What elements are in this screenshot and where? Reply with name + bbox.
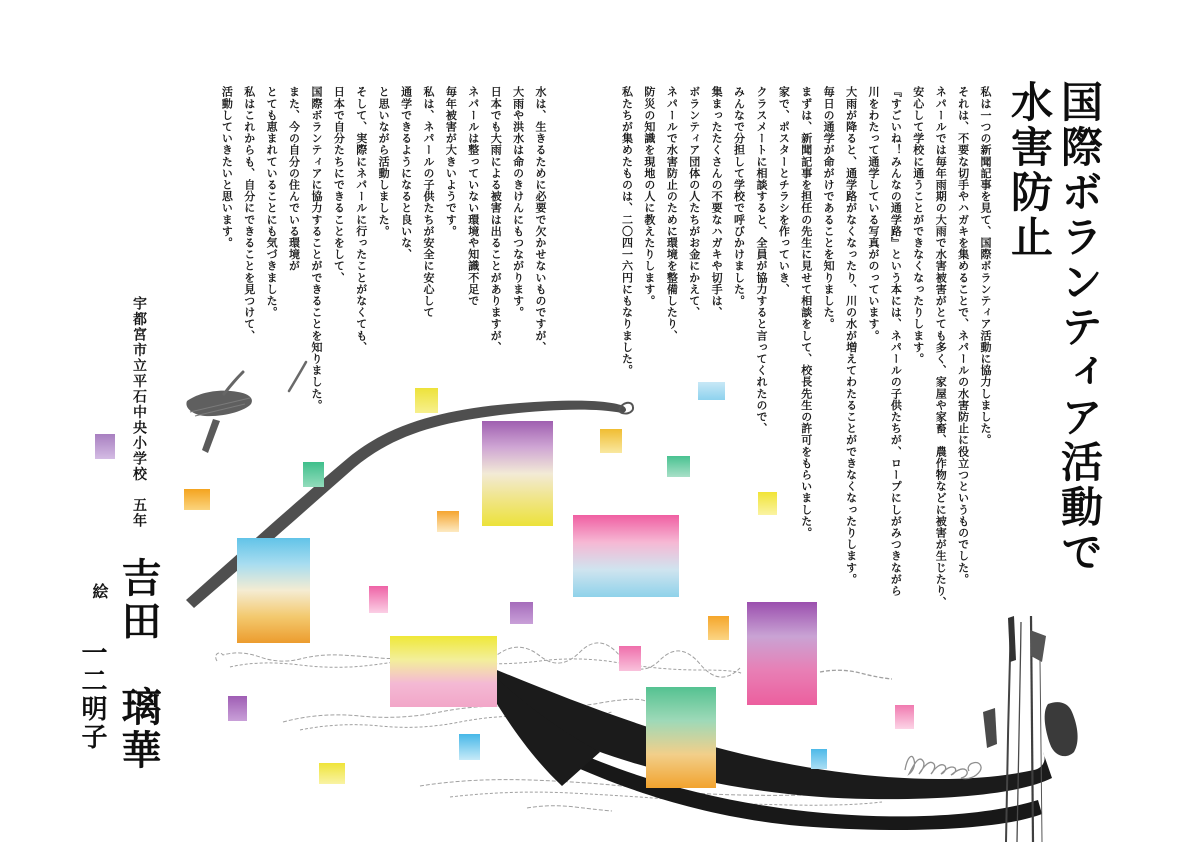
- watercolor-square-amber-small: [600, 429, 622, 453]
- watercolor-square-yellow-pink-large: [390, 636, 497, 707]
- watercolor-square-purple-small: [510, 602, 533, 624]
- text-column: ネパールは整っていない環境や知識不足で: [466, 86, 479, 307]
- watercolor-square-cyan-small: [459, 734, 480, 760]
- illustration-credit-label: 絵: [90, 583, 107, 599]
- text-column: 家で、ポスターとチラシを作っていき、: [777, 86, 790, 295]
- watercolor-square-green-small: [667, 456, 690, 477]
- title-line-1: 国際ボランティア活動で: [1055, 80, 1101, 575]
- watercolor-square-pink-small: [895, 705, 914, 729]
- watercolor-square-orange-small: [708, 616, 729, 640]
- text-column: 日本でも大雨による被害は出ることがありますが、: [489, 86, 502, 353]
- text-column: まずは、新聞記事を担任の先生に見せて相談をして、校長先生の許可をもらいました。: [799, 86, 812, 539]
- text-column: 大雨や洪水は命のきけんにもつながります。: [511, 86, 524, 318]
- text-column: 防災の知識を現地の人に教えたりします。: [642, 86, 655, 307]
- text-column: 私は一つの新聞記事を見て、国際ボランティア活動に協力しました。: [979, 86, 991, 446]
- title-line-2: 水害防止: [1005, 80, 1051, 260]
- text-column: ネパールで水害防止のために環境を整備したり、: [665, 86, 678, 342]
- watercolor-square-lightblue-small: [698, 382, 725, 400]
- text-column: ボランティア団体の人たちがお金にかえて、: [687, 86, 700, 318]
- text-column: クラスメートに相談すると、全員が協力すると言ってくれたので、: [754, 86, 767, 434]
- text-column: 『すごいね！みんなの通学路』という本には、ネパールの子供たちが、ロープにしがみつきながら: [889, 86, 902, 597]
- watercolor-square-purple-small: [95, 434, 115, 459]
- ink-brush-cluster: [186, 362, 306, 453]
- text-column: また、今の自分の住んでいる環境が: [287, 86, 300, 272]
- text-column: 私たちが集めたものは、二〇四一六円にもなりました。: [620, 86, 633, 376]
- illustrator-name: 一二明子: [78, 639, 108, 751]
- watercolor-square-pink-small: [369, 586, 388, 613]
- text-column: みんなで分担して学校で呼びかけました。: [732, 86, 745, 307]
- watercolor-square-purple-small: [228, 696, 247, 721]
- text-column: 国際ボランティアに協力することができることを知りました。: [309, 86, 322, 411]
- watercolor-square-purple-yellow-large: [482, 421, 553, 526]
- text-column: 日本で自分たちにできることをして、: [332, 86, 345, 284]
- watercolor-square-pink-small: [619, 646, 641, 671]
- text-column: 私はこれからも、自分にできることを見つけて、: [242, 86, 255, 342]
- watercolor-square-purple-pink-large: [747, 602, 817, 705]
- watercolor-square-yellow-small: [319, 763, 345, 784]
- watercolor-square-cyan-small: [811, 749, 827, 769]
- watercolor-square-pink-blue-large: [573, 515, 679, 597]
- artist-signature: [905, 756, 981, 778]
- watercolor-square-orange-small: [437, 511, 459, 532]
- text-column: 私は、ネパールの子供たちが安全に安心して: [421, 86, 434, 318]
- text-column: そして、実際にネパールに行ったことがなくても、: [354, 86, 367, 353]
- text-column: 安心して学校に通うことができなくなったりします。: [911, 86, 924, 365]
- text-column: と思いながら活動しました。: [377, 86, 390, 237]
- text-column: 集まったたくさんの不要なハガキや切手は、: [710, 86, 723, 318]
- text-column: 毎年被害が大きいようです。: [444, 86, 457, 237]
- watercolor-square-green-orange-large: [646, 687, 716, 788]
- watercolor-square-blue-orange-large: [237, 538, 310, 643]
- text-column: 水は、生きるために必要で欠かせないものですが、: [534, 86, 546, 353]
- author-name: 吉田 璃華: [116, 557, 160, 772]
- text-column: 大雨が降ると、通学路がなくなったり、川の水が増えてわたることができなくなったりします。: [844, 86, 857, 585]
- text-column: ネパールでは毎年雨期の大雨で水害被害がとても多く、家屋や家畜、農作物などに被害が生じたり、: [934, 86, 947, 608]
- text-column: 活動していきたいと思います。: [220, 86, 233, 249]
- school-and-grade: 宇都宮市立平石中央小学校 五年: [132, 296, 148, 529]
- watercolor-square-orange-small: [184, 489, 210, 510]
- text-column: とても恵まれていることにも気づきました。: [265, 86, 278, 318]
- text-column: 川をわたって通学している写真がのっています。: [866, 86, 879, 342]
- watercolor-square-green-small: [303, 462, 324, 487]
- text-column: 毎日の通学が命がけであることを知りました。: [822, 86, 835, 330]
- watercolor-square-yellow-small: [758, 492, 777, 515]
- text-column: それは、不要な切手やハガキを集めることで、ネパールの水害防止に役立つというものでした。: [956, 86, 969, 585]
- text-column: 通学できるようになると良いな、: [399, 86, 412, 260]
- watercolor-square-yellow-small: [415, 388, 438, 413]
